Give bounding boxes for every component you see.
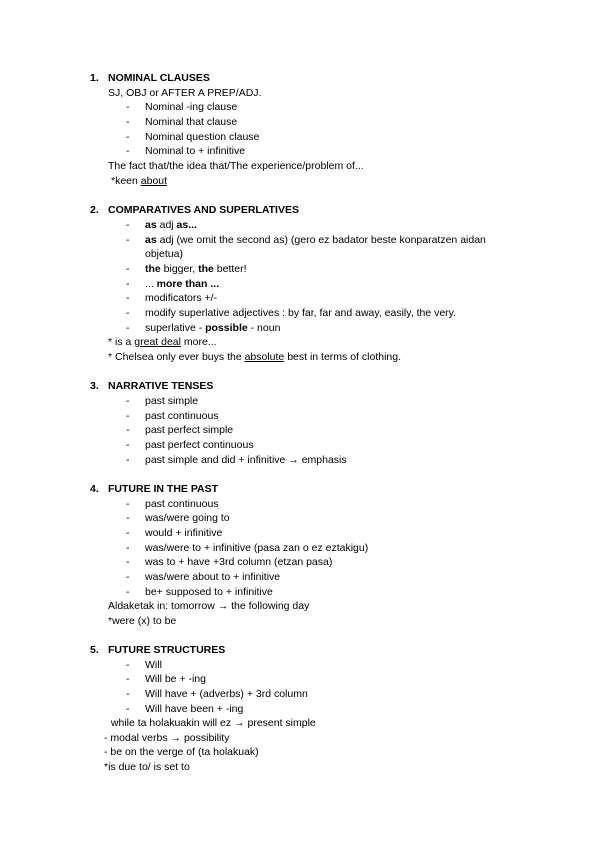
list-dash: - [126,688,130,700]
list-dash: - [126,498,130,510]
list-dash: - [126,307,130,319]
list-item: past simple [145,395,199,407]
list-item: the bigger, the better! [145,263,247,275]
list-dash: - [126,454,130,466]
list-item: as adj as... [145,219,197,231]
list-dash: - [126,278,130,290]
section-3-title: NARRATIVE TENSES [108,380,214,392]
underlined-word: absolute [244,351,285,363]
list-dash: - [126,659,130,671]
section-4-heading [90,483,218,495]
list-item: was to + have +3rd column (etzan pasa) [145,556,333,568]
list-dash: - [126,527,130,539]
list-item: Will have been + -ing [145,703,244,715]
section-1-note-keen [111,175,167,188]
section-5-heading [90,644,225,656]
underlined-word: about [140,175,168,187]
section-5-note: *is due to/ is set to [104,761,190,773]
list-item: as adj (we omit the second as) (gero ez badator beste konparatzen aidan [145,234,486,246]
section-3-heading [90,380,213,392]
section-2-note-chelsea: * Chelsea only ever buys the absolute best in terms of clothing. [108,351,402,363]
list-item: was/were about to + infinitive [145,571,281,583]
section-5-note: - modal verbs → possibility [104,732,230,744]
list-dash: - [126,395,130,407]
list-dash: - [126,424,130,436]
section-1-title: NOMINAL CLAUSES [108,72,210,84]
list-dash: - [126,439,130,451]
list-item: past perfect continuous [145,439,254,451]
section-1-number: 1. [90,72,99,84]
section-2-note-great-deal: * is a great deal more... [108,336,217,348]
list-item-continuation: objetua) [145,248,183,260]
section-3-number: 3. [90,380,99,392]
section-4-number: 4. [90,483,99,495]
list-dash: - [126,292,130,304]
list-item: was/were going to [145,512,230,524]
list-dash: - [126,571,130,583]
section-5-note: while ta holakuakin will ez → present simple [108,717,316,729]
section-4-note: *were (x) to be [108,615,177,627]
list-item: would + infinitive [145,527,223,539]
list-dash: - [126,410,130,422]
list-item: past perfect simple [145,424,234,436]
list-item: past simple and did + infinitive → emphasis [145,454,347,466]
list-item: ... more than ... [145,278,220,290]
section-4-title: FUTURE IN THE PAST [108,483,219,495]
list-dash: - [126,586,130,598]
list-item: past continuous [145,410,219,422]
list-dash: - [126,542,130,554]
underlined-phrase: great deal [134,336,181,348]
list-dash: - [126,145,130,157]
list-item: Will [145,659,162,671]
list-dash: - [126,116,130,128]
list-dash: - [126,234,130,246]
section-2-title: COMPARATIVES AND SUPERLATIVES [108,204,299,216]
list-dash: - [126,219,130,231]
section-5-number: 5. [90,644,99,656]
note-text: *keen [111,175,141,187]
list-item: Will be + -ing [145,673,206,685]
list-item: was/were to + infinitive (pasa zan o ez eztakigu) [145,542,369,554]
list-dash: - [126,322,130,334]
list-item: Will have + (adverbs) + 3rd column [145,688,308,700]
list-item: modificators +/- [145,292,218,304]
section-4-note: Aldaketak in: tomorrow → the following day [108,600,310,612]
list-item: Nominal to + infinitive [145,145,246,157]
list-dash: - [126,556,130,568]
list-item: superlative - possible - noun [145,322,281,334]
list-item: past continuous [145,498,219,510]
list-item: modify superlative adjectives : by far, far and away, easily, the very. [145,307,457,319]
list-item: Nominal question clause [145,131,260,143]
list-dash: - [126,101,130,113]
section-1-intro: SJ, OBJ or AFTER A PREP/ADJ. [108,87,262,99]
list-dash: - [126,131,130,143]
list-dash: - [126,263,130,275]
list-item: Nominal -ing clause [145,101,238,113]
section-2-heading [90,204,299,216]
list-dash: - [126,512,130,524]
section-2-number: 2. [90,204,99,216]
list-dash: - [126,703,130,715]
section-1-note: The fact that/the idea that/The experience/problem of... [108,160,364,172]
list-item: be+ supposed to + infinitive [145,586,273,598]
section-1-heading [90,72,210,84]
section-5-note: - be on the verge of (ta holakuak) [104,746,259,758]
list-item: Nominal that clause [145,116,238,128]
list-dash: - [126,673,130,685]
section-5-title: FUTURE STRUCTURES [108,644,226,656]
